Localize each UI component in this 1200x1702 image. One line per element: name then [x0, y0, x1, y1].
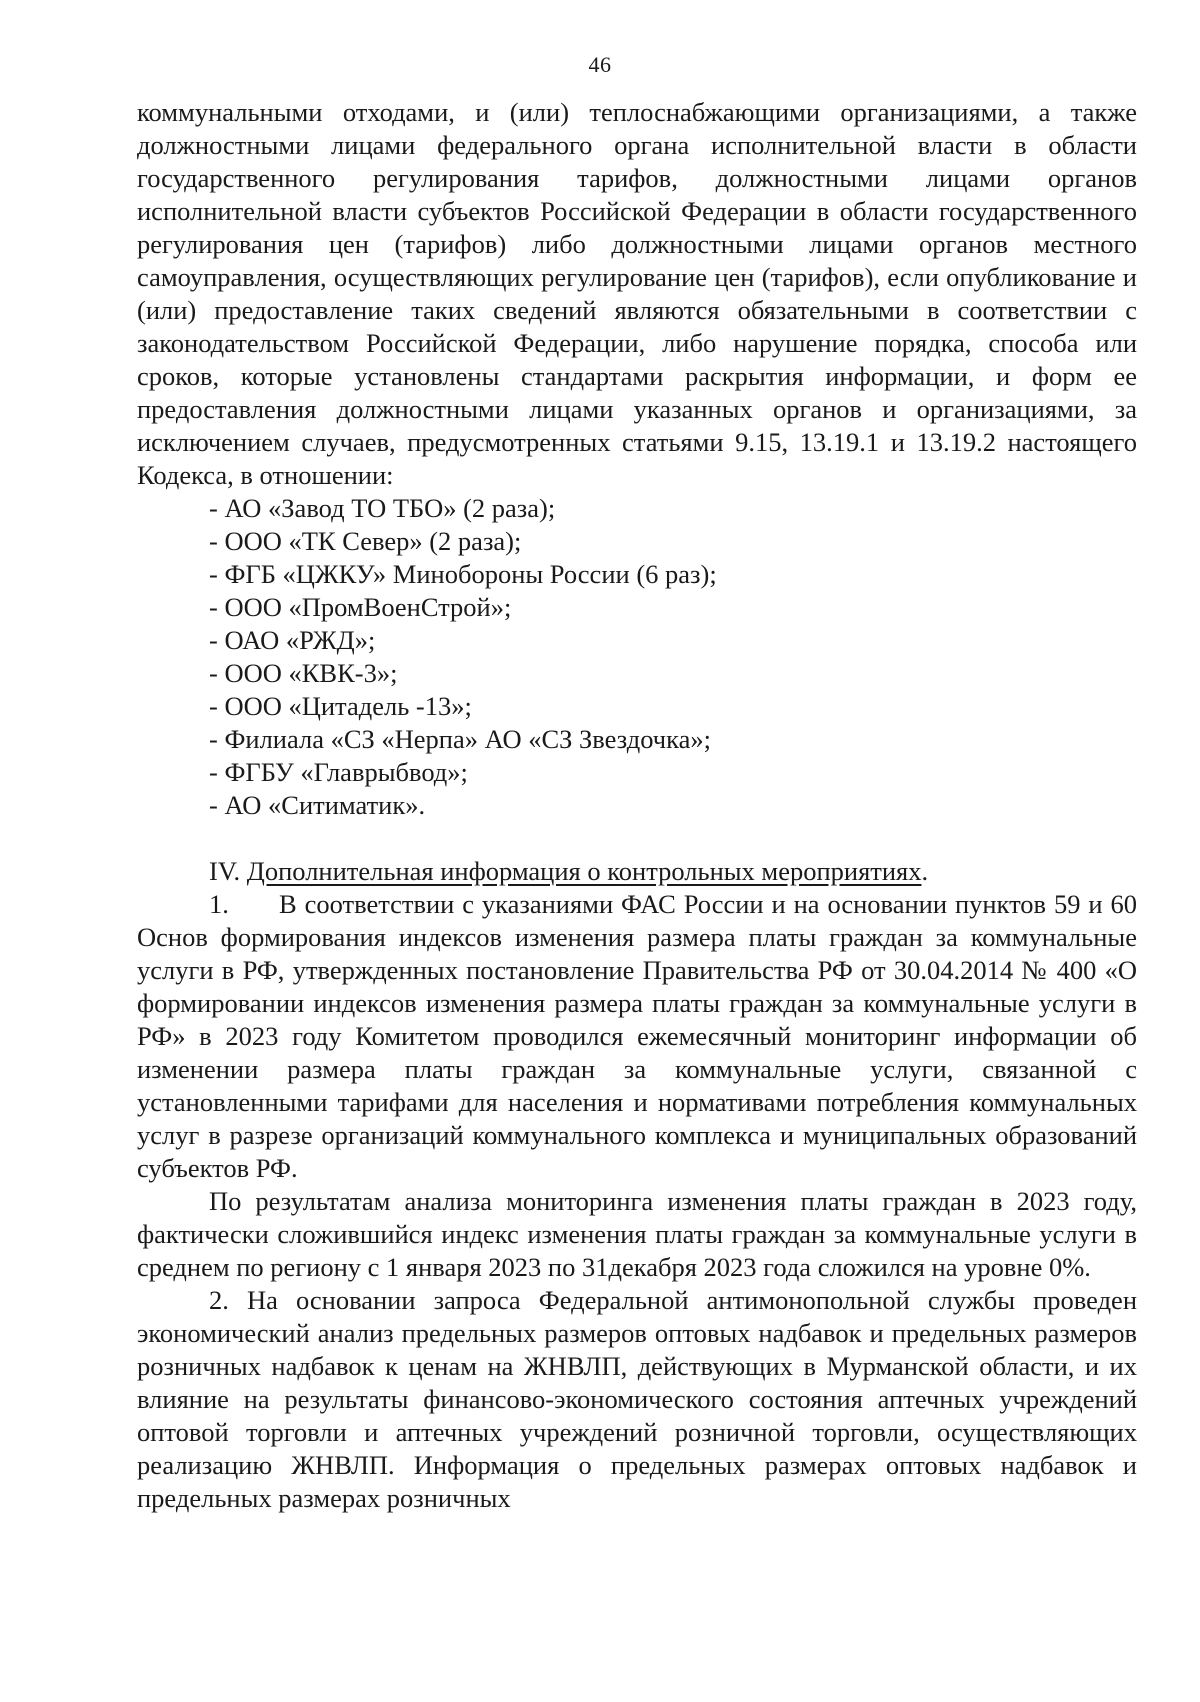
list-item: - ОАО «РЖД»;	[209, 625, 376, 655]
organization-list	[137, 492, 1137, 822]
list-item: - АО «Ситиматик».	[209, 790, 426, 820]
list-item: - ФГБ «ЦЖКУ» Минобороны России (6 раз);	[209, 559, 717, 589]
list-item: - Филиала «СЗ «Нерпа» АО «СЗ Звездочка»;	[209, 724, 711, 754]
page-number: 46	[588, 52, 612, 77]
item-text: На основании запроса Федеральной антимонопольной службы проведен экономический анализ предельных размеров оптовых надбавок и предельных размеров розничных надбавок к ценам на ЖНВЛП, действующих в Мурманской области, и их влияние на результаты финансово-экономического состояния аптечных учреждений оптовой торговли и аптечных учреждений розничной торговли, осуществляющих реализацию ЖНВЛП. Информация о предельных размерах оптовых надбавок и предельных размерах розничных	[137, 1285, 1137, 1513]
item-text: В соответствии с указаниями ФАС России и на основании пунктов 59 и 60 Основ формирования индексов изменения размера платы граждан за коммунальные услуги в РФ, утвержденных постановление Правительства РФ от 30.04.2014 № 400 «О формировании индексов изменения размера платы граждан за коммунальные услуги в РФ» в 2023 году Комитетом проводился ежемесячный мониторинг информации об изменении размера платы граждан за коммунальные услуги, связанной с установленными тарифами для населения и нормативами потребления коммунальных услуг в разрезе организаций коммунального комплекса и муниципальных образований субъектов РФ.	[137, 889, 1137, 1183]
document-body	[137, 96, 1137, 1515]
item-1-paragraph	[137, 888, 1137, 1185]
section-title: Дополнительная информация о контрольных мероприятиях	[246, 856, 922, 886]
item-2-paragraph	[137, 1284, 1137, 1515]
list-item: - ООО «Цитадель -13»;	[209, 691, 472, 721]
item-number: 1.	[209, 889, 229, 919]
list-item: - ООО «КВК-3»;	[209, 658, 398, 688]
results-paragraph: По результатам анализа мониторинга изменения платы граждан в 2023 году, фактически сложившийся индекс изменения платы граждан за коммунальные услуги в среднем по региону с 1 января 2023 по 31декабря 2023 года сложился на уровне 0%.	[137, 1186, 1137, 1282]
list-item: - ФГБУ «Главрыбвод»;	[209, 757, 468, 787]
list-item: - АО «Завод ТО ТБО» (2 раза);	[209, 493, 556, 523]
section-numeral: IV.	[209, 856, 247, 886]
list-item: - ООО «ТК Север» (2 раза);	[209, 526, 522, 556]
intro-paragraph: коммунальными отходами, и (или) теплоснабжающими организациями, а также должностными лицами федерального органа исполнительной власти в области государственного регулирования тарифов, должностными лицами органов исполнительной власти субъектов Российской Федерации в области государственного регулирования цен (тарифов) либо должностными лицами органов местного самоуправления, осуществляющих регулирование цен (тарифов), если опубликование и (или) предоставление таких сведений являются обязательными в соответствии с законодательством Российской Федерации, либо нарушение порядка, способа или сроков, которые установлены стандартами раскрытия информации, и форм ее предоставления должностными лицами указанных органов и организациями, за исключением случаев, предусмотренных статьями 9.15, 13.19.1 и 13.19.2 настоящего Кодекса, в отношении:	[137, 97, 1137, 490]
section-heading	[137, 855, 1137, 888]
section-title-end: .	[921, 856, 929, 886]
list-item: - ООО «ПромВоенСтрой»;	[209, 592, 512, 622]
item-number: 2.	[209, 1285, 229, 1315]
